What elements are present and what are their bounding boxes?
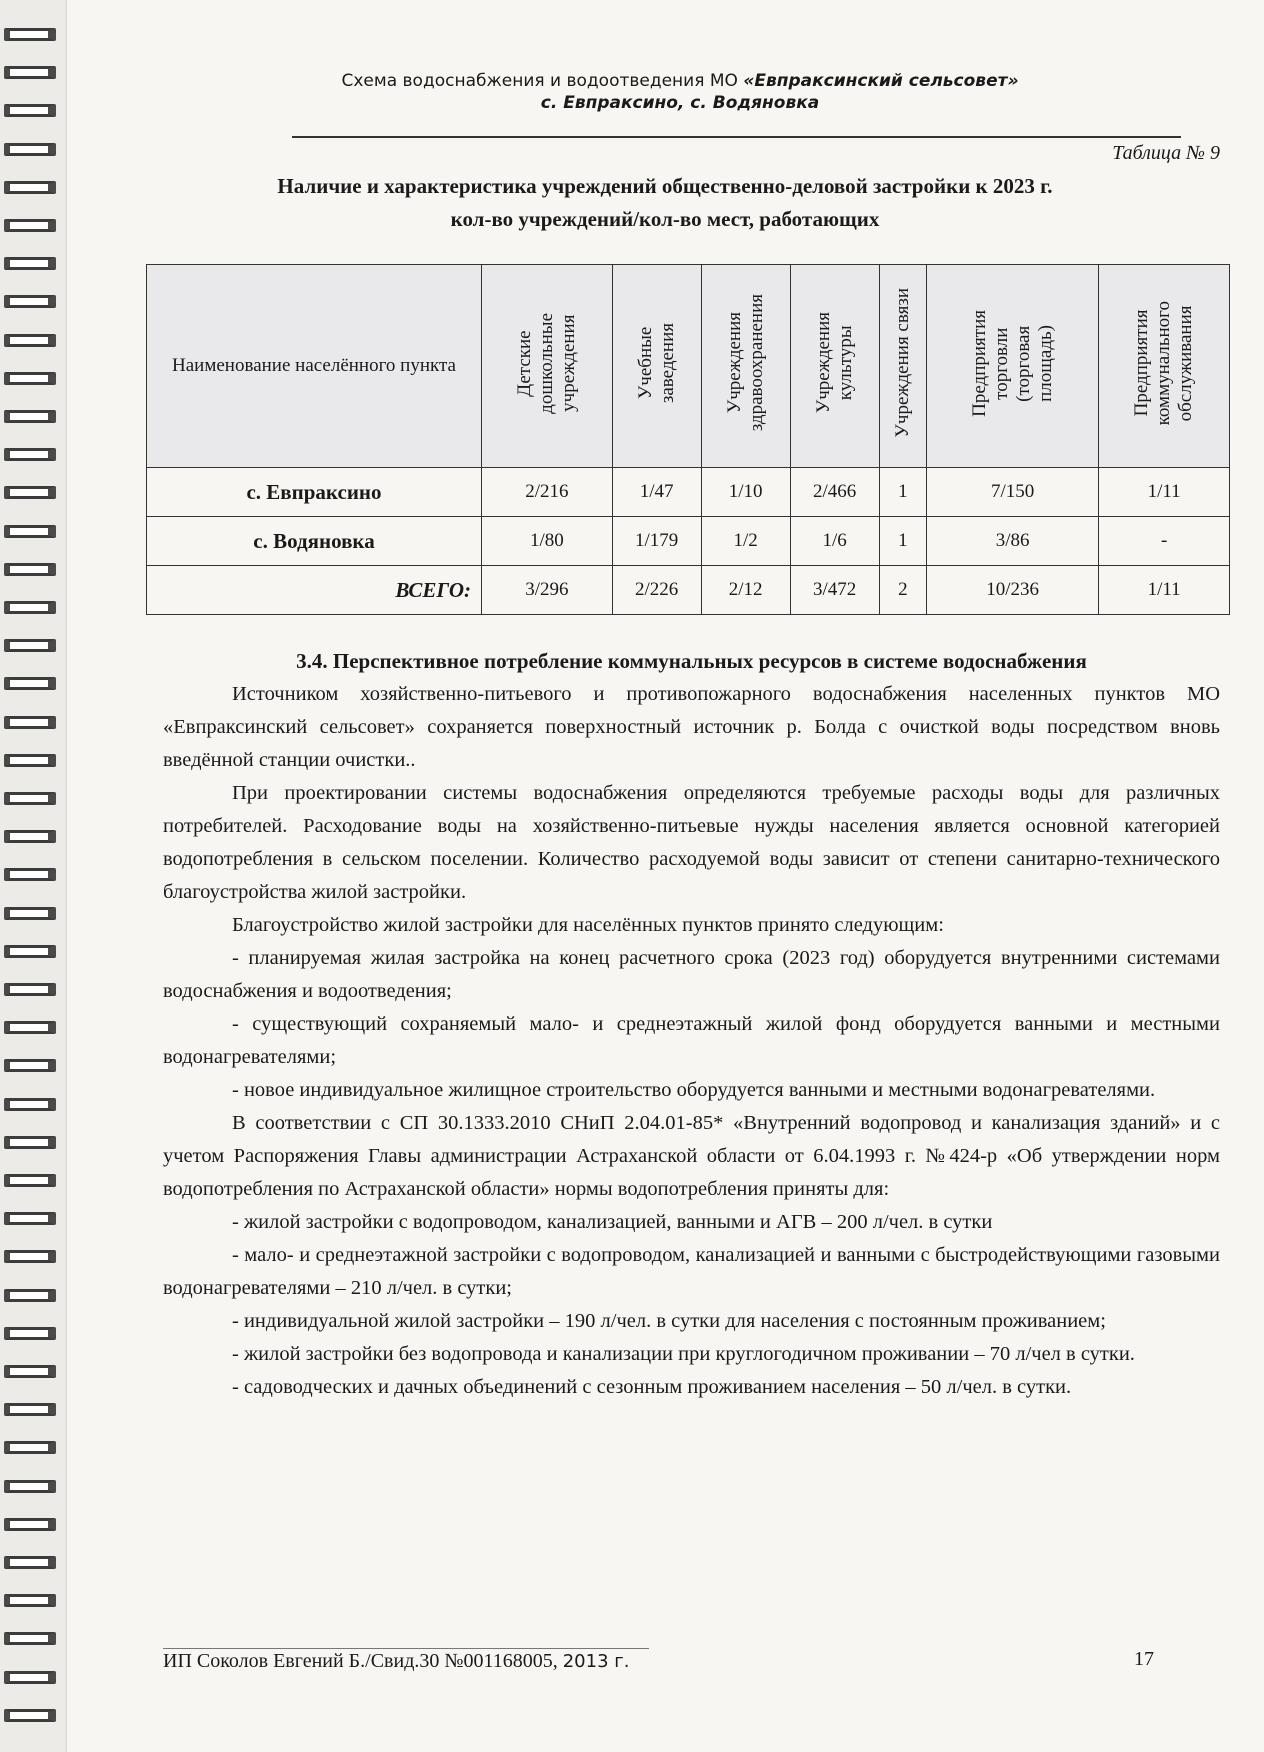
total-cell: 2: [879, 566, 926, 615]
header-column: [926, 265, 1098, 468]
binding-ring: [4, 28, 56, 41]
body-paragraph: Благоустройство жилой застройки для населённых пунктов принято следующим:: [232, 914, 944, 936]
header-municipality: «Евпраксинский сельсовет»: [743, 71, 1019, 91]
section-heading: 3.4. Перспективное потребление коммунальных ресурсов в системе водоснабжения: [296, 649, 1087, 673]
binding-ring: [4, 1709, 56, 1722]
binding-ring: [4, 1518, 56, 1531]
binding-ring: [4, 983, 56, 996]
binding-ring: [4, 1403, 56, 1416]
header-prefix: Схема водоснабжения и водоотведения МО: [341, 71, 744, 91]
binding-ring: [4, 1098, 56, 1111]
document-header: [290, 70, 1070, 114]
list-item: - планируемая жилая застройка на конец расчетного срока (2023 год) оборудуется внутренними системами водоснабжения и водоотведения;: [163, 947, 1220, 1002]
body-paragraph: Источником хозяйственно-питьевого и противопожарного водоснабжения населенных пунктов МО «Евпраксинский сельсовет» сохраняется поверхностный источник р. Болда с очисткой воды посредством вновь введённой станции очистки..: [163, 683, 1220, 771]
table-cell: 1/80: [482, 517, 613, 566]
binding-ring: [4, 792, 56, 805]
table-total-row: [147, 566, 1230, 615]
binding-ring: [4, 1556, 56, 1569]
section-3-4: [163, 644, 1220, 1404]
binding-ring: [4, 830, 56, 843]
header-column: [612, 265, 701, 468]
binding-ring: [4, 181, 56, 194]
header-column-label: Детские дошкольные учреждения: [513, 312, 579, 414]
list-item: - индивидуальной жилой застройки – 190 л/чел. в сутки для населения с постоянным проживанием;: [232, 1310, 1106, 1332]
page-number: 17: [1134, 1648, 1154, 1670]
binding-ring: [4, 754, 56, 767]
header-column: [1099, 265, 1230, 468]
binding-ring: [4, 1594, 56, 1607]
total-label: ВСЕГО:: [147, 566, 482, 615]
binding-ring: [4, 372, 56, 385]
binding-ring: [4, 219, 56, 232]
header-column: [790, 265, 879, 468]
table-cell: 3/86: [926, 517, 1098, 566]
header-column-label: Учебные заведения: [634, 322, 678, 404]
total-cell: 1/11: [1099, 566, 1230, 615]
binding-ring: [4, 1212, 56, 1225]
footer-divider: [163, 1648, 649, 1649]
list-item: - новое индивидуальное жилищное строительство оборудуется ванными и местными водонагревателями.: [232, 1079, 1156, 1101]
binding-ring: [4, 1250, 56, 1263]
total-cell: 3/296: [482, 566, 613, 615]
list-item: - жилой застройки с водопроводом, канализацией, ванными и АГВ – 200 л/чел. в сутки: [232, 1211, 993, 1233]
header-column: [879, 265, 926, 468]
binding-ring: [4, 334, 56, 347]
binding-ring: [4, 143, 56, 156]
table-cell: 7/150: [926, 468, 1098, 517]
table-row: [147, 517, 1230, 566]
total-cell: 3/472: [790, 566, 879, 615]
list-item: - существующий сохраняемый мало- и среднеэтажный жилой фонд оборудуется ванными и местными водонагревателями;: [163, 1013, 1220, 1068]
table-title: [150, 170, 1180, 236]
list-item: - садоводческих и дачных объединений с сезонным проживанием населения – 50 л/чел. в сутки.: [232, 1376, 1072, 1398]
binding-ring: [4, 716, 56, 729]
body-paragraph: При проектировании системы водоснабжения определяются требуемые расходы воды для различных потребителей. Расходование воды на хозяйственно-питьевые нужды населения является основной категорией водопотребления в сельском поселении. Количество расходуемой воды зависит от степени санитарно-технического благоустройства жилой застройки.: [163, 782, 1220, 903]
binding-ring: [4, 1671, 56, 1684]
table-title-line-2: кол-во учреждений/кол-во мест, работающих: [450, 207, 880, 231]
table-header-row: [147, 265, 1230, 468]
header-column-label: Учреждения связи: [891, 288, 913, 438]
row-settlement-name: с. Евпраксино: [147, 468, 482, 517]
institutions-table: [146, 264, 1230, 615]
table-number: Таблица № 9: [1112, 142, 1220, 164]
total-cell: 10/236: [926, 566, 1098, 615]
binding-ring: [4, 1174, 56, 1187]
table-title-line-1: Наличие и характеристика учреждений общественно-деловой застройки к 2023 г.: [277, 174, 1053, 198]
binding-ring: [4, 868, 56, 881]
binding-ring: [4, 1441, 56, 1454]
binding-ring: [4, 1021, 56, 1034]
binding-ring: [4, 563, 56, 576]
header-divider: [292, 136, 1181, 138]
binding-ring: [4, 410, 56, 423]
binding-ring: [4, 295, 56, 308]
body-paragraph: В соответствии с СП 30.1333.2010 СНиП 2.04.01-85* «Внутренний водопровод и канализация зданий» и с учетом Распоряжения Главы администрации Астраханской области от 6.04.1993 г. №424-р «Об утверждении норм водопотребления по Астраханской области» нормы водопотребления приняты для:: [163, 1112, 1220, 1200]
binding-ring: [4, 1136, 56, 1149]
table-cell: 1: [879, 468, 926, 517]
binding-ring: [4, 1632, 56, 1645]
header-line-1: [290, 70, 1070, 92]
binding-ring: [4, 639, 56, 652]
binding-ring: [4, 486, 56, 499]
binding-ring: [4, 945, 56, 958]
binding-ring: [4, 1059, 56, 1072]
header-line-2: с. Евпраксино, с. Водяновка: [540, 93, 820, 113]
row-settlement-name: с. Водяновка: [147, 517, 482, 566]
table-row: [147, 468, 1230, 517]
footer-author-text: ИП Соколов Евгений Б./Свид.30 №001168005,: [163, 1650, 563, 1672]
header-column: [701, 265, 790, 468]
header-column-label: Учреждения здравоохранения: [723, 294, 767, 432]
footer-author: [163, 1650, 629, 1673]
binding-ring: [4, 1289, 56, 1302]
binding-ring: [4, 1365, 56, 1378]
header-column-label: Предприятия коммунального обслуживания: [1131, 300, 1197, 426]
total-cell: 2/12: [701, 566, 790, 615]
binding-ring: [4, 1327, 56, 1340]
binding-ring: [4, 66, 56, 79]
list-item: - мало- и среднеэтажной застройки с водопроводом, канализацией и ванными с быстродействующими газовыми водонагревателями – 210 л/чел. в сутки;: [163, 1244, 1220, 1299]
table-cell: 1/47: [612, 468, 701, 517]
table-cell: -: [1099, 517, 1230, 566]
total-cell: 2/226: [612, 566, 701, 615]
table-cell: 1/179: [612, 517, 701, 566]
binding-ring: [4, 257, 56, 270]
header-column-label: Предприятия торговли (торговая площадь): [968, 309, 1056, 417]
table-cell: 2/466: [790, 468, 879, 517]
table-cell: 1/6: [790, 517, 879, 566]
binding-ring: [4, 448, 56, 461]
binding-ring: [4, 104, 56, 117]
table-cell: 1/2: [701, 517, 790, 566]
header-column: [482, 265, 613, 468]
table-cell: 1/11: [1099, 468, 1230, 517]
header-settlement-name: Наименование населённого пункта: [147, 265, 482, 468]
table-cell: 1: [879, 517, 926, 566]
spiral-binding: [0, 0, 67, 1752]
footer-year: 2013 г.: [562, 1651, 630, 1672]
header-column-label: Учреждения культуры: [812, 312, 856, 414]
table-cell: 2/216: [482, 468, 613, 517]
binding-ring: [4, 907, 56, 920]
binding-ring: [4, 677, 56, 690]
table-cell: 1/10: [701, 468, 790, 517]
binding-ring: [4, 1480, 56, 1493]
list-item: - жилой застройки без водопровода и канализации при круглогодичном проживании – 70 л/чел в сутки.: [232, 1343, 1135, 1365]
binding-ring: [4, 525, 56, 538]
binding-ring: [4, 601, 56, 614]
